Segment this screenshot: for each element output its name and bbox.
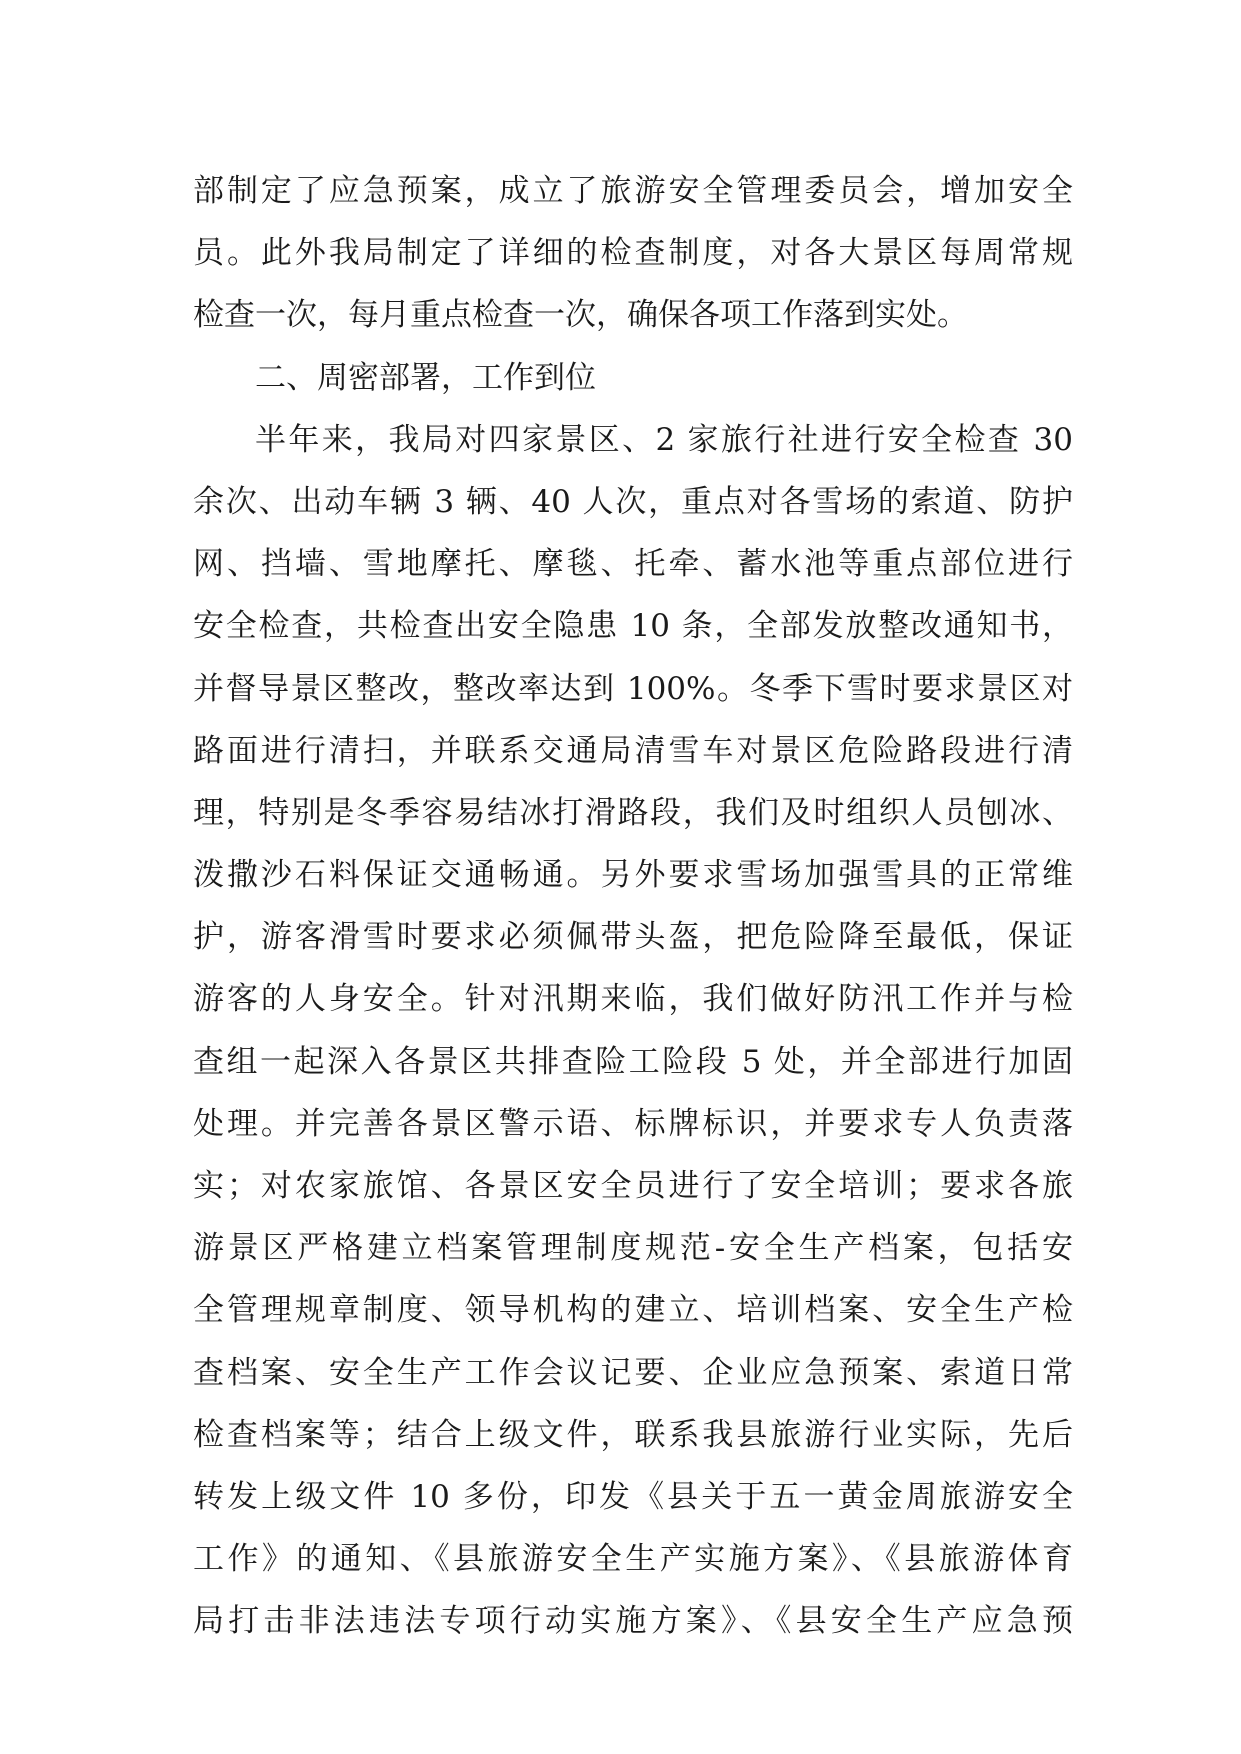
text-line: 部制定了应急预案，成立了旅游安全管理委员会，增加安全 bbox=[193, 173, 1073, 209]
text-line: 理，特别是冬季容易结冰打滑路段，我们及时组织人员刨冰、 bbox=[193, 794, 1073, 831]
text-line: 半年来，我局对四家景区、2 家旅行社进行安全检查 30 bbox=[255, 421, 1073, 458]
text-line: 处理。并完善各景区警示语、标牌标识，并要求专人负责落 bbox=[193, 1105, 1073, 1142]
text-line: 余次、出动车辆 3 辆、40 人次，重点对各雪场的索道、防护 bbox=[193, 483, 1073, 520]
text-line: 查组一起深入各景区共排查险工险段 5 处，并全部进行加固 bbox=[193, 1043, 1073, 1080]
text-line: 检查档案等；结合上级文件，联系我县旅游行业实际，先后 bbox=[193, 1416, 1073, 1453]
text-line: 网、挡墙、雪地摩托、摩毯、托牵、蓄水池等重点部位进行 bbox=[193, 546, 1073, 583]
text-line: 并督导景区整改，整改率达到 100%。冬季下雪时要求景区对 bbox=[193, 670, 1073, 707]
text-line: 护，游客滑雪时要求必须佩带头盔，把危险降至最低，保证 bbox=[193, 919, 1073, 956]
text-line: 转发上级文件 10 多份，印发《县关于五一黄金周旅游安全 bbox=[193, 1478, 1073, 1515]
text-line: 查档案、安全生产工作会议记要、企业应急预案、索道日常 bbox=[193, 1354, 1073, 1391]
text-line: 泼撒沙石料保证交通畅通。另外要求雪场加强雪具的正常维 bbox=[193, 857, 1073, 894]
text-line: 检查一次，每月重点检查一次，确保各项工作落到实处。 bbox=[193, 297, 968, 334]
text-line: 实；对农家旅馆、各景区安全员进行了安全培训；要求各旅 bbox=[193, 1168, 1073, 1204]
text-line: 安全检查，共检查出安全隐患 10 条，全部发放整改通知书， bbox=[193, 608, 1073, 645]
section-heading: 二、周密部署，工作到位 bbox=[255, 359, 596, 396]
text-line: 局打击非法违法专项行动实施方案》、《县安全生产应急预 bbox=[193, 1603, 1073, 1640]
text-line: 游客的人身安全。针对汛期来临，我们做好防汛工作并与检 bbox=[193, 981, 1073, 1018]
text-line: 路面进行清扫，并联系交通局清雪车对景区危险路段进行清 bbox=[193, 732, 1073, 769]
text-line: 全管理规章制度、领导机构的建立、培训档案、安全生产检 bbox=[193, 1292, 1073, 1329]
text-line: 游景区严格建立档案管理制度规范-安全生产档案，包括安 bbox=[193, 1230, 1073, 1267]
body-text bbox=[193, 160, 1073, 1653]
text-line: 工作》的通知、《县旅游安全生产实施方案》、《县旅游体育 bbox=[193, 1541, 1073, 1578]
text-line: 员。此外我局制定了详细的检查制度，对各大景区每周常规 bbox=[193, 235, 1073, 272]
